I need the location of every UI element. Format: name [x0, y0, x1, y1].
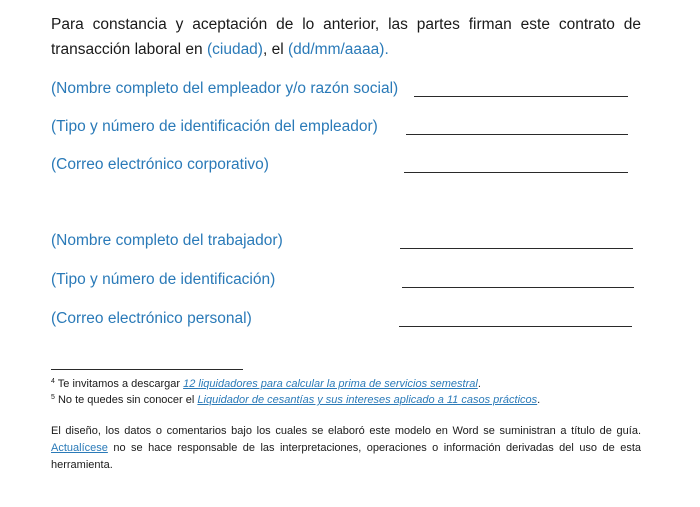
employer-id-signature-line — [406, 134, 628, 135]
worker-name-signature-line — [400, 248, 633, 249]
worker-name-label: (Nombre completo del trabajador) — [51, 232, 283, 249]
employer-name-label: (Nombre completo del empleador y/o razón social) — [51, 80, 399, 97]
employer-name-signature-line — [414, 96, 628, 97]
worker-id-signature-line — [402, 287, 634, 288]
footnote-number: 5 — [51, 394, 55, 401]
employer-email-label: (Correo electrónico corporativo) — [51, 156, 269, 173]
worker-email-signature-line — [399, 326, 632, 327]
employer-id-row — [51, 118, 641, 140]
employer-id-label: (Tipo y número de identificación del empleador) — [51, 118, 378, 135]
employer-email-row — [51, 156, 641, 178]
city-placeholder: (ciudad) — [206, 41, 263, 58]
footnote-suffix: . — [477, 378, 481, 390]
footnote-number: 4 — [51, 378, 55, 385]
footnote-separator — [51, 369, 243, 370]
closing-paragraph — [51, 12, 641, 62]
footnote-link-prima-liquidadores[interactable]: 12 liquidadores para calcular la prima de servicios semestral — [183, 378, 478, 390]
footnote-5 — [51, 391, 540, 407]
intro-connector: , el — [262, 41, 288, 58]
footnote-text: Te invitamos a descargar — [54, 378, 184, 390]
actualicese-link[interactable]: Actualícese — [51, 442, 108, 454]
worker-name-row — [51, 232, 641, 254]
disclaimer-text-end: no se hace responsable de las interpretaciones, operaciones o información derivadas del uso de esta herramienta. — [51, 442, 641, 471]
employer-name-row — [51, 80, 641, 102]
employer-email-signature-line — [404, 172, 628, 173]
disclaimer-paragraph — [51, 423, 641, 474]
footnote-text: No te quedes sin conocer el — [54, 394, 198, 406]
worker-email-row — [51, 310, 641, 332]
worker-id-row — [51, 271, 641, 293]
footnote-4 — [51, 375, 481, 391]
disclaimer-text: El diseño, los datos o comentarios bajo los cuales se elaboró este modelo en Word se suministran a título de guía. — [51, 425, 641, 437]
intro-period: . — [384, 41, 389, 58]
footnote-link-cesantias-liquidador[interactable]: Liquidador de cesantías y sus intereses aplicado a 11 casos prácticos — [197, 394, 538, 406]
worker-email-label: (Correo electrónico personal) — [51, 310, 252, 327]
footnote-suffix: . — [537, 394, 541, 406]
worker-id-label: (Tipo y número de identificación) — [51, 271, 276, 288]
intro-text: Para constancia y aceptación de lo anterior, las partes firman este contrato de transacción laboral en — [51, 16, 641, 58]
date-placeholder: (dd/mm/aaaa) — [287, 41, 385, 58]
